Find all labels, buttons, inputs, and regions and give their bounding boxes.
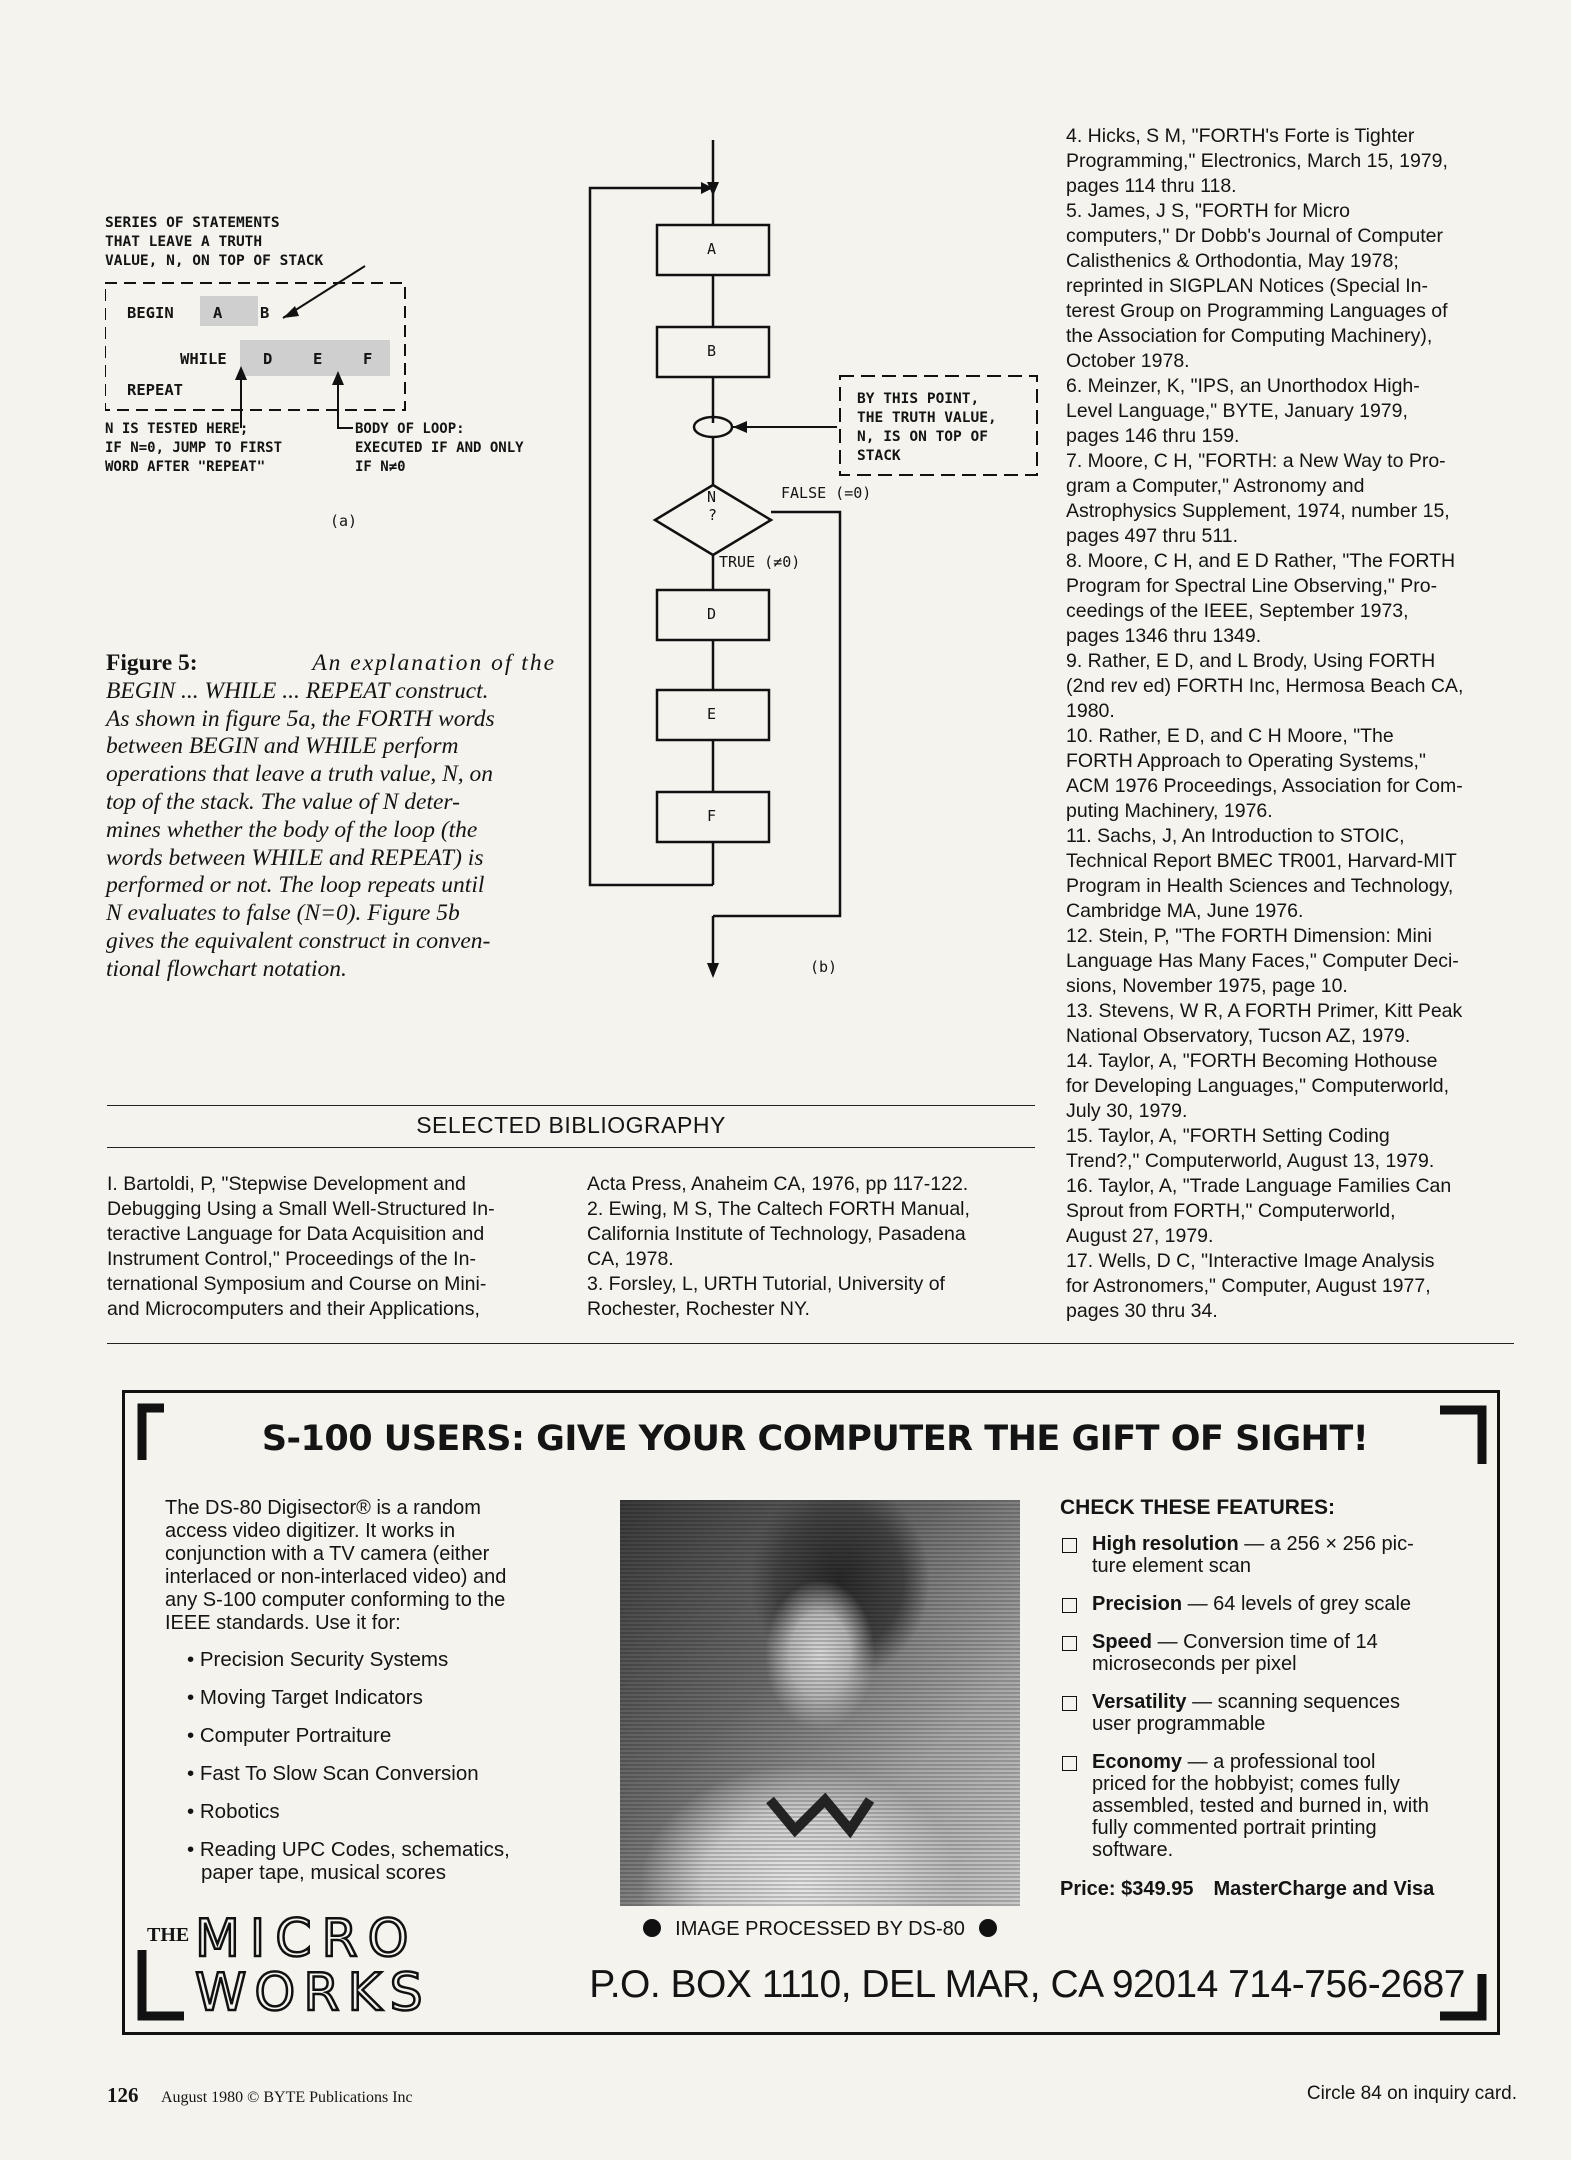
- figure-5b: [585, 140, 1045, 990]
- bibliography-line: pages 30 thru 34.: [1066, 1300, 1218, 1322]
- issue-line: August 1980 © BYTE Publications Inc: [160, 2089, 413, 2106]
- scanline-overlay: [620, 1500, 1020, 1906]
- bibliography-line: Programming," Electronics, March 15, 1979,: [1066, 150, 1448, 172]
- bibliography-line: Language Has Many Faces," Computer Deci-: [1066, 950, 1459, 972]
- bibliography-line: ceedings of the IEEE, September 1973,: [1066, 600, 1409, 622]
- figure-5a-lines: [105, 210, 425, 540]
- bibliography-line: sions, November 1975, page 10.: [1066, 975, 1348, 997]
- bibliography-line: pages 1346 thru 1349.: [1066, 625, 1262, 647]
- bibliography-line: (2nd rev ed) FORTH Inc, Hermosa Beach CA,: [1066, 675, 1464, 697]
- bibliography-line: 7. Moore, C H, "FORTH: a New Way to Pro-: [1066, 450, 1446, 472]
- bibliography-col-2: Acta Press, Anaheim CA, 1976, pp 117-122. 2. Ewing, M S, The Caltech FORTH Manual, California Institute of Technology, Pasadena CA, 1978. 3. Forsley, L, URTH Tutorial, University of Rochester, Rochester NY.: [587, 1173, 970, 1320]
- ad-intro: The DS-80 Digisector® is a random access video digitizer. It works in conjunction with a TV camera (either interlaced or non-interlaced video) and any S-100 computer conforming to the IEEE standards. Use it for:: [165, 1497, 507, 1634]
- use-item: • Computer Portraiture: [187, 1724, 392, 1747]
- bibliography-line: gram a Computer," Astronomy and: [1066, 475, 1365, 497]
- logo-line-2: WORKS: [195, 1963, 431, 2023]
- bibliography-line: 16. Taylor, A, "Trade Language Families Can: [1066, 1175, 1452, 1197]
- use-item: • Robotics: [187, 1800, 280, 1823]
- bibliography-col-1: I. Bartoldi, P, "Stepwise Development and Debugging Using a Small Well-Structured In- teractive Language for Data Acquisition and Instrument Control," Proceedings of the In- ternational Symposium and Course on Mini- and Microcomputers and their Applications,: [107, 1173, 495, 1320]
- word-d: D: [263, 350, 273, 368]
- page-footer: [107, 2083, 1517, 2108]
- bibliography-line: reprinted in SIGPLAN Notices (Special In-: [1066, 275, 1428, 297]
- checkbox-icon: [1062, 1598, 1077, 1613]
- ad-uses-list: [187, 1648, 607, 1884]
- flow-box-b: B: [707, 342, 717, 360]
- use-item: • Reading UPC Codes, schematics, paper tape, musical scores: [187, 1838, 510, 1884]
- figure-caption: Figure 5: An explanation of the BEGIN ... WHILE ... REPEAT construct. As shown in figure 5a, the FORTH words between BEGIN and WHILE perform operations that leave a truth value, N, on top of the stack. The value of N deter- mines whether the body of the loop (the words between WHILE and REPEAT) is performed or not. The loop repeats until N evaluates to false (N=0). Figure 5b gives the equivalent construct in conven- tional flowchart notation.: [106, 650, 556, 982]
- while-word: WHILE: [180, 350, 227, 368]
- bibliography-line: 10. Rather, E D, and C H Moore, "The: [1066, 725, 1394, 747]
- bibliography-line: August 27, 1979.: [1066, 1225, 1214, 1247]
- logo-the: THE: [147, 1924, 190, 1946]
- bibliography-line: for Astronomers," Computer, August 1977,: [1066, 1275, 1431, 1297]
- features-title: CHECK THESE FEATURES:: [1060, 1496, 1335, 1519]
- advertisement: [122, 1390, 1500, 2035]
- true-label: TRUE (≠0): [719, 553, 801, 571]
- ad-address: P.O. BOX 1110, DEL MAR, CA 92014 714-756-2687: [589, 1963, 1465, 2006]
- bibliography-line: 9. Rather, E D, and L Brody, Using FORTH: [1066, 650, 1436, 672]
- bibliography-rule-bottom: [107, 1147, 1035, 1148]
- body-note: BODY OF LOOP: EXECUTED IF AND ONLY IF N≠0: [355, 421, 524, 475]
- flow-box-f: F: [707, 807, 717, 825]
- flowchart-lines: [585, 140, 1045, 990]
- word-f: F: [363, 350, 373, 368]
- bibliography-line: Level Language," BYTE, January 1979,: [1066, 400, 1408, 422]
- price-line: Price: $349.95 MasterCharge and Visa: [1060, 1878, 1435, 1900]
- flow-decision-n: N: [707, 488, 717, 506]
- bibliography-title: SELECTED BIBLIOGRAPHY: [416, 1112, 726, 1138]
- bibliography-line: Program in Health Sciences and Technology,: [1066, 875, 1454, 897]
- bibliography-line: 5. James, J S, "FORTH for Micro: [1066, 200, 1350, 222]
- bibliography-line: Program for Spectral Line Observing," Pro-: [1066, 575, 1438, 597]
- bibliography-line: 15. Taylor, A, "FORTH Setting Coding: [1066, 1125, 1390, 1147]
- use-item: • Moving Target Indicators: [187, 1686, 423, 1709]
- feature-item: Precision — 64 levels of grey scale: [1060, 1593, 1460, 1615]
- feature-item: Speed — Conversion time of 14 microseconds per pixel: [1060, 1631, 1460, 1675]
- stack-note: BY THIS POINT, THE TRUTH VALUE, N, IS ON TOP OF STACK: [857, 391, 997, 464]
- bibliography-line: pages 497 thru 511.: [1066, 525, 1239, 547]
- ad-headline: S-100 USERS: GIVE YOUR COMPUTER THE GIFT OF SIGHT!: [261, 1419, 1369, 1459]
- feature-item: High resolution — a 256 × 256 pic- ture element scan: [1060, 1533, 1460, 1577]
- word-e: E: [313, 350, 323, 368]
- checkbox-icon: [1062, 1756, 1077, 1771]
- bibliography-line: for Developing Languages," Computerworld,: [1066, 1075, 1450, 1097]
- figure-5a-label: (a): [330, 512, 358, 530]
- bibliography-line: October 1978.: [1066, 350, 1190, 372]
- use-item: • Fast To Slow Scan Conversion: [187, 1762, 479, 1785]
- word-a: A: [213, 304, 223, 322]
- flow-box-e: E: [707, 705, 717, 723]
- checkbox-icon: [1062, 1636, 1077, 1651]
- page-number: 126: [107, 2083, 139, 2107]
- bibliography-line: 11. Sachs, J, An Introduction to STOIC,: [1066, 825, 1405, 847]
- bibliography-line: pages 114 thru 118.: [1066, 175, 1237, 197]
- flow-box-d: D: [707, 605, 717, 623]
- tested-note: N IS TESTED HERE; IF N=0, JUMP TO FIRST WORD AFTER "REPEAT": [105, 421, 283, 475]
- checkbox-icon: [1062, 1696, 1077, 1711]
- caption-first-line: Figure 5: An explanation of the: [106, 650, 556, 676]
- bibliography-line: Cambridge MA, June 1976.: [1066, 900, 1304, 922]
- false-label: FALSE (=0): [781, 484, 872, 502]
- series-label: SERIES OF STATEMENTS THAT LEAVE A TRUTH VALUE, N, ON TOP OF STACK: [105, 215, 324, 269]
- bibliography-line: 17. Wells, D C, "Interactive Image Analysis: [1066, 1250, 1435, 1272]
- bibliography-line: 13. Stevens, W R, A FORTH Primer, Kitt Peak: [1066, 1000, 1463, 1022]
- flow-decision-q: ?: [708, 506, 718, 524]
- bibliography-line: the Association for Computing Machinery),: [1066, 325, 1433, 347]
- bibliography-col-3: [1066, 124, 1516, 1324]
- bibliography-line: 14. Taylor, A, "FORTH Becoming Hothouse: [1066, 1050, 1438, 1072]
- bibliography-line: pages 146 thru 159.: [1066, 425, 1240, 447]
- feature-item: Versatility — scanning sequences user programmable: [1060, 1691, 1460, 1735]
- bullet-left-icon: [643, 1919, 661, 1937]
- feature-item: Economy — a professional tool priced for the hobbyist; comes fully assembled, tested and burned in, with fully commented portrait printing software.: [1060, 1751, 1460, 1861]
- bibliography-line: 4. Hicks, S M, "FORTH's Forte is Tighter: [1066, 125, 1415, 147]
- inquiry-note: Circle 84 on inquiry card.: [1306, 2083, 1517, 2104]
- bibliography-line: July 30, 1979.: [1066, 1100, 1188, 1122]
- repeat-word: REPEAT: [127, 381, 183, 399]
- bibliography-line: 6. Meinzer, K, "IPS, an Unorthodox High-: [1066, 375, 1420, 397]
- begin-word: BEGIN: [127, 304, 174, 322]
- features-list: [1060, 1533, 1460, 1877]
- bibliography-line: Sprout from FORTH," Computerworld,: [1066, 1200, 1396, 1222]
- flow-box-a: A: [707, 240, 717, 258]
- checkbox-icon: [1062, 1538, 1077, 1553]
- bibliography-line: Calisthenics & Orthodontia, May 1978;: [1066, 250, 1399, 272]
- figure-5a: [105, 210, 524, 540]
- figure-5b-label: (b): [810, 958, 838, 976]
- use-item: • Precision Security Systems: [187, 1648, 449, 1671]
- section-rule: [107, 1343, 1514, 1344]
- digitized-portrait: [620, 1500, 1020, 1906]
- bibliography-line: ACM 1976 Proceedings, Association for Com-: [1066, 775, 1463, 797]
- bibliography-rule-top: [107, 1105, 1035, 1106]
- bibliography-line: Astrophysics Supplement, 1974, number 15,: [1066, 500, 1450, 522]
- photo-caption: IMAGE PROCESSED BY DS-80: [620, 1918, 1020, 1941]
- bibliography-line: FORTH Approach to Operating Systems,": [1066, 750, 1426, 772]
- bibliography-line: puting Machinery, 1976.: [1066, 800, 1273, 822]
- bibliography-line: 12. Stein, P, "The FORTH Dimension: Mini: [1066, 925, 1433, 947]
- bullet-right-icon: [979, 1919, 997, 1937]
- bibliography-line: National Observatory, Tucson AZ, 1979.: [1066, 1025, 1411, 1047]
- word-b: B: [260, 304, 270, 322]
- logo-line-1: MICRO: [195, 1909, 419, 1969]
- bibliography-line: computers," Dr Dobb's Journal of Computer: [1066, 225, 1443, 247]
- bibliography-line: 1980.: [1066, 700, 1115, 722]
- bibliography-line: terest Group on Programming Languages of: [1066, 300, 1448, 322]
- bibliography-line: 8. Moore, C H, and E D Rather, "The FORTH: [1066, 550, 1456, 572]
- bibliography-line: Trend?," Computerworld, August 13, 1979.: [1066, 1150, 1435, 1172]
- bibliography-line: Technical Report BMEC TR001, Harvard-MIT: [1066, 850, 1457, 872]
